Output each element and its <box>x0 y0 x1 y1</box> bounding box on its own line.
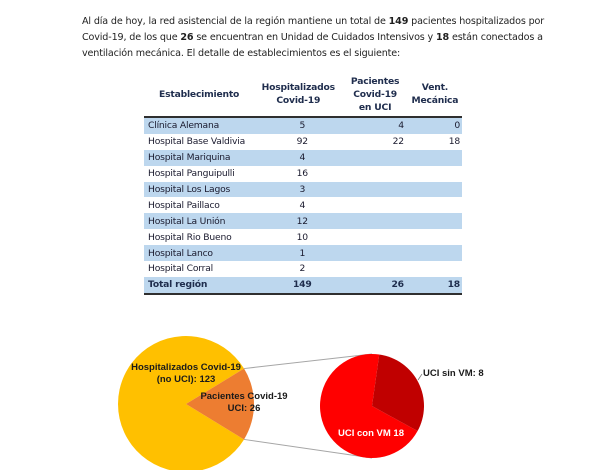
cell-name: Hospital Corral <box>148 263 214 275</box>
cell-hosp: 5 <box>254 117 342 134</box>
table-row <box>144 182 462 198</box>
cell-uci: 4 <box>342 117 408 134</box>
cell-vm <box>408 229 462 245</box>
cell-uci <box>342 197 408 213</box>
cell-vm <box>408 150 462 166</box>
cell-uci <box>342 213 408 229</box>
cell-vm <box>408 213 462 229</box>
cell-name: Clínica Alemana <box>144 117 254 134</box>
cell-name: Hospital Base Valdivia <box>148 136 246 148</box>
cell-vm <box>408 261 462 277</box>
cell-hosp: 3 <box>254 182 342 198</box>
intro-paragraph <box>82 14 552 62</box>
cell-vm <box>408 245 462 261</box>
header-uci <box>342 72 408 117</box>
cell-uci <box>342 182 408 198</box>
cell-hosp: 16 <box>296 168 308 180</box>
intro-text-1: Al día de hoy, la red asistencial de la región mantiene un total de <box>82 16 389 27</box>
table-row <box>144 197 462 213</box>
header-line: Covid-19 <box>353 88 397 100</box>
cell-hosp: 10 <box>296 231 308 243</box>
table-row <box>144 150 462 166</box>
cell-hosp: 92 <box>296 136 308 148</box>
cell-vm <box>408 166 462 182</box>
table-row <box>144 245 462 261</box>
header-line: Mecánica <box>411 95 459 106</box>
intro-text-3: se encuentran en Unidad de Cuidados Intensivos y <box>193 32 436 43</box>
label-uci: Pacientes Covid-19 UCI: 26 <box>200 391 288 414</box>
cell-uci <box>342 150 408 166</box>
cell-name: Hospital Mariquina <box>144 150 254 166</box>
intro-total: 149 <box>388 16 409 27</box>
cell-hosp: 4 <box>254 150 342 166</box>
cell-uci: 22 <box>392 136 404 148</box>
table-row <box>144 134 462 150</box>
cell-vm <box>408 197 462 213</box>
cell-hosp: 4 <box>299 199 306 211</box>
header-line: Covid-19 <box>276 95 321 106</box>
total-name: Total región <box>144 277 254 294</box>
label-uci-sin-vm: UCI sin VM: 8 <box>423 368 484 379</box>
intro-vm: 18 <box>435 32 450 43</box>
table-row <box>144 261 462 277</box>
cell-name: Hospital Panguipulli <box>148 168 235 180</box>
cell-uci <box>342 166 408 182</box>
header-line: Hospitalizados <box>261 82 335 93</box>
cell-uci <box>342 229 408 245</box>
intro-text-2: pacientes hospitalizados por Covid-19, de los que <box>82 16 545 43</box>
header-vent <box>408 72 462 117</box>
cell-hosp: 2 <box>299 263 306 275</box>
header-hospitalizados <box>254 72 342 117</box>
label-no-uci: Hospitalizados Covid-19 (no UCI): 123 <box>131 362 241 385</box>
header-line: en UCI <box>358 101 392 113</box>
table-row <box>144 117 462 134</box>
cell-name: Hospital Rio Bueno <box>148 231 232 243</box>
cell-name: Hospital Lanco <box>144 245 254 261</box>
cell-vm <box>408 182 462 198</box>
leader-line <box>418 374 422 380</box>
total-uci: 26 <box>342 277 408 294</box>
table-row <box>144 213 462 229</box>
cell-name: Hospital Paillaco <box>148 199 220 211</box>
cell-uci <box>342 261 408 277</box>
establishments-table <box>144 72 462 295</box>
label-uci-con-vm: UCI con VM 18 <box>338 428 404 439</box>
table-row <box>144 229 462 245</box>
cell-vm: 0 <box>408 117 462 134</box>
intro-uci: 26 <box>180 32 194 43</box>
total-vm: 18 <box>408 277 462 294</box>
cell-vm: 18 <box>448 136 460 148</box>
pie-of-pie-chart <box>0 300 605 470</box>
cell-hosp: 12 <box>254 213 342 229</box>
total-hosp: 149 <box>254 277 342 294</box>
cell-name: Hospital La Unión <box>144 213 254 229</box>
header-line: Pacientes <box>350 75 400 87</box>
table-header-row <box>144 72 462 117</box>
table-row <box>144 166 462 182</box>
header-establecimiento: Establecimiento <box>144 72 254 117</box>
total-row <box>144 277 462 294</box>
header-line: Vent. <box>421 82 449 93</box>
cell-name: Hospital Los Lagos <box>144 182 254 198</box>
intro-text-4: están conectados a ventilación mecánica. El detalle de establecimientos es el siguiente: <box>82 32 543 59</box>
cell-hosp: 1 <box>254 245 342 261</box>
cell-uci <box>342 245 408 261</box>
